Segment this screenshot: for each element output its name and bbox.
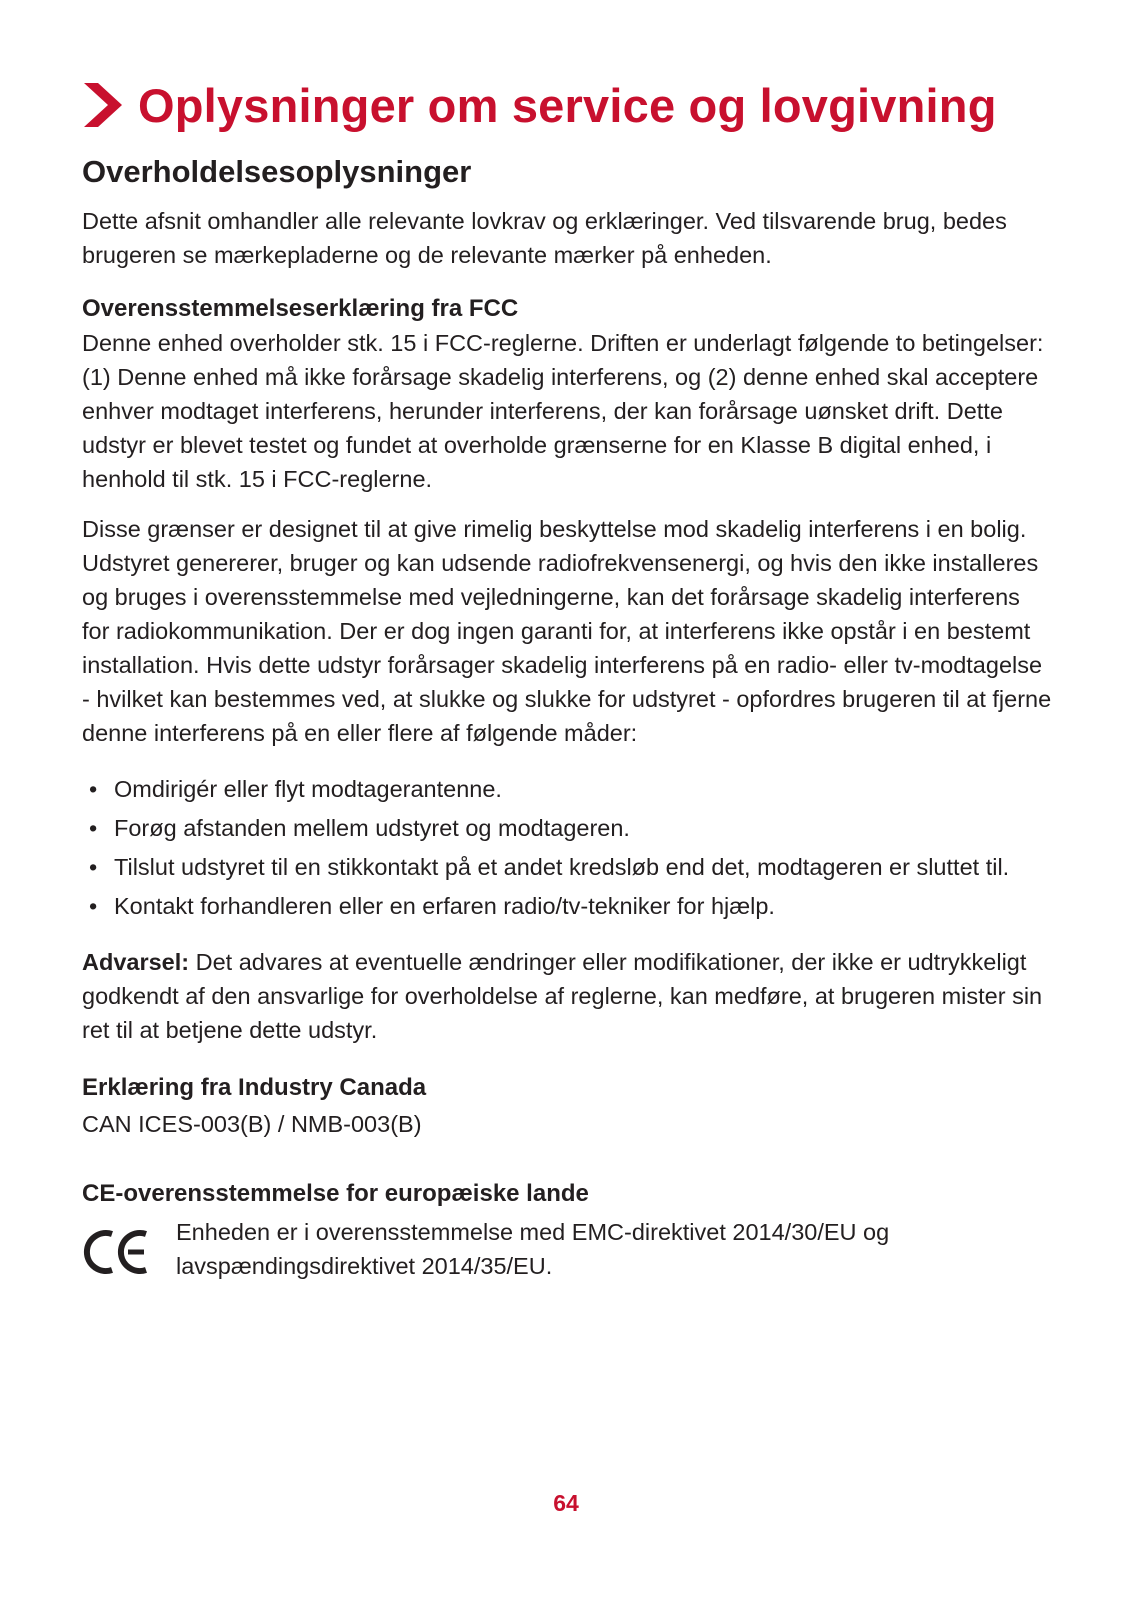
chevron-right-icon	[82, 81, 124, 129]
title-row	[82, 70, 1052, 140]
list-item-text: Tilslut udstyret til en stikkontakt på et andet kredsløb end det, modtageren er sluttet til.	[114, 854, 1010, 880]
bullet-icon: •	[89, 893, 98, 919]
ce-mark-icon	[82, 1227, 152, 1277]
ce-text: Enheden er i overensstemmelse med EMC-direktivet 2014/30/EU og lavspændingsdirektivet 2014/35/EU.	[176, 1219, 890, 1279]
page-title: Oplysninger om service og lovgivning	[138, 78, 997, 132]
ce-row	[82, 1215, 1052, 1283]
list-item-text: Kontakt forhandleren eller en erfaren radio/tv-tekniker for hjælp.	[114, 893, 775, 919]
list-item	[82, 811, 1052, 845]
intro-paragraph: Dette afsnit omhandler alle relevante lovkrav og erklæringer. Ved tilsvarende brug, bedes brugeren se mærkepladerne og de relevante mærker på enheden.	[82, 208, 1007, 268]
section-title: Overholdelsesoplysninger	[82, 154, 472, 189]
industry-canada-heading: Erklæring fra Industry Canada	[82, 1074, 427, 1101]
list-item	[82, 772, 1052, 806]
page-content	[82, 70, 1052, 1283]
warning-text: Det advares at eventuelle ændringer eller modifikationer, der ikke er udtrykkeligt godkendt af den ansvarlige for overholdelse af reglerne, kan medføre, at brugeren mister sin ret til at betjene dette udstyr.	[82, 949, 1043, 1043]
industry-canada-text: CAN ICES-003(B) / NMB-003(B)	[82, 1111, 422, 1137]
fcc-paragraph-2: Disse grænser er designet til at give rimelig beskyttelse mod skadelig interferens i en bolig. Udstyret genererer, bruger og kan udsende radiofrekvensenergi, og hvis den ikke installeres og bruges i overensstemmelse med vejledningerne, kan det forårsage skadelig interferens for radiokommunikation. Der er dog ingen garanti for, at interferens ikke opstår i en bestemt installation. Hvis dette udstyr forårsager skadelig interferens på en radio- eller tv-modtagelse - hvilket kan bestemmes ved, at slukke og slukke for udstyret - opfordres brugeren til at fjerne denne interferens på en eller flere af følgende måder:	[82, 516, 1052, 746]
list-item	[82, 850, 1052, 884]
warning-paragraph	[82, 945, 1052, 1047]
ce-heading: CE-overensstemmelse for europæiske lande	[82, 1180, 589, 1207]
warning-label: Advarsel:	[82, 949, 190, 975]
list-item-text: Omdirigér eller flyt modtagerantenne.	[114, 776, 502, 802]
bullet-icon: •	[89, 815, 98, 841]
page-number: 64	[553, 1490, 579, 1516]
list-item	[82, 889, 1052, 923]
list-item-text: Forøg afstanden mellem udstyret og modtageren.	[114, 815, 630, 841]
fcc-heading: Overensstemmelseserklæring fra FCC	[82, 295, 519, 322]
fcc-paragraph-1: Denne enhed overholder stk. 15 i FCC-reglerne. Driften er underlagt følgende to betingelser: (1) Denne enhed må ikke forårsage skadelig interferens, og (2) denne enhed skal acceptere enhver modtaget interferens, herunder interferens, der kan forårsage uønsket drift. Dette udstyr er blevet testet og fundet at overholde grænserne for en Klasse B digital enhed, i henhold til stk. 15 i FCC-reglerne.	[82, 330, 1044, 492]
bullet-icon: •	[89, 854, 98, 880]
fcc-measures-list	[82, 772, 1052, 923]
bullet-icon: •	[89, 776, 98, 802]
